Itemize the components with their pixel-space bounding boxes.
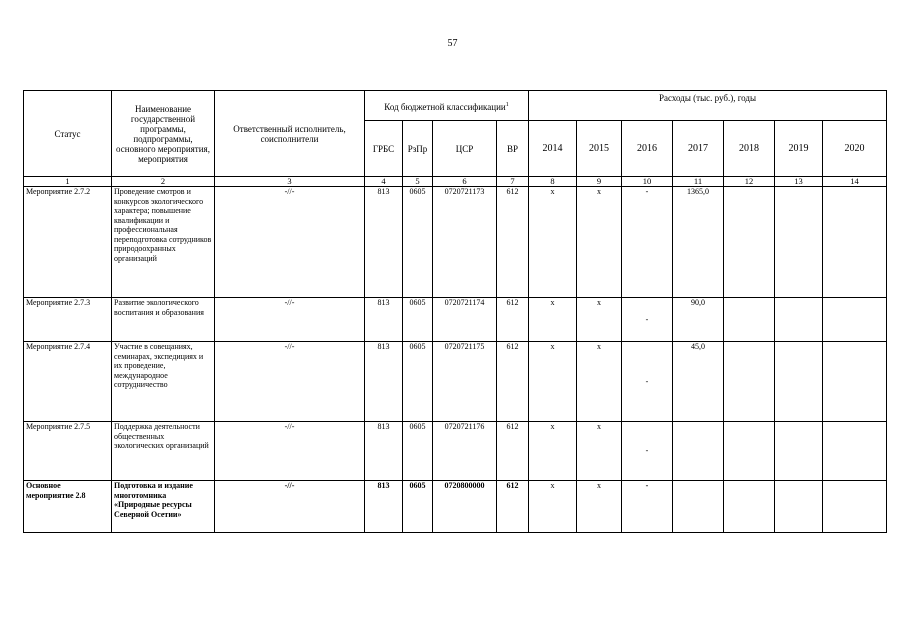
- row-executor: -//-: [215, 422, 365, 481]
- column-number: 13: [775, 177, 823, 187]
- row-csr: 0720800000: [433, 481, 497, 533]
- header-year: 2020: [823, 121, 887, 177]
- header-status: Статус: [24, 91, 112, 177]
- row-status: Мероприятие 2.7.4: [24, 342, 112, 422]
- row-y2015: х: [577, 481, 622, 533]
- row-vr: 612: [497, 422, 529, 481]
- row-rzpr: 0605: [403, 422, 433, 481]
- header-year: 2017: [673, 121, 724, 177]
- column-number: 6: [433, 177, 497, 187]
- row-y2017: 1365,0: [673, 187, 724, 298]
- row-y2018: [724, 342, 775, 422]
- row-y2014: х: [529, 422, 577, 481]
- budget-table: [23, 90, 887, 533]
- row-y2014: х: [529, 187, 577, 298]
- column-number: 2: [112, 177, 215, 187]
- row-y2016: -: [622, 481, 673, 533]
- row-rzpr: 0605: [403, 298, 433, 342]
- row-name: Участие в совещаниях, семинарах, экспедициях и их проведение, международное сотрудничество: [112, 342, 215, 422]
- row-csr: 0720721175: [433, 342, 497, 422]
- row-grbs: 813: [365, 422, 403, 481]
- row-y2014: х: [529, 298, 577, 342]
- header-expenses: Расходы (тыс. руб.), годы: [529, 91, 887, 121]
- row-name: Проведение смотров и конкурсов экологического характера; повышение квалификации и профессиональная переподготовка сотрудников природоохранных организаций: [112, 187, 215, 298]
- header-year: 2016: [622, 121, 673, 177]
- row-vr: 612: [497, 298, 529, 342]
- header-year: 2015: [577, 121, 622, 177]
- row-y2019: [775, 187, 823, 298]
- column-number: 9: [577, 177, 622, 187]
- table-row: [24, 298, 887, 342]
- column-number: 12: [724, 177, 775, 187]
- row-y2018: [724, 481, 775, 533]
- row-y2016: -: [622, 298, 673, 342]
- row-csr: 0720721176: [433, 422, 497, 481]
- header-vr: ВР: [497, 121, 529, 177]
- row-vr: 612: [497, 187, 529, 298]
- row-y2016: -: [622, 422, 673, 481]
- row-y2015: х: [577, 342, 622, 422]
- column-number: 14: [823, 177, 887, 187]
- row-executor: -//-: [215, 481, 365, 533]
- row-y2019: [775, 298, 823, 342]
- row-executor: -//-: [215, 342, 365, 422]
- row-grbs: 813: [365, 187, 403, 298]
- row-y2017: 45,0: [673, 342, 724, 422]
- row-y2020: [823, 298, 887, 342]
- row-executor: -//-: [215, 187, 365, 298]
- header-year: 2014: [529, 121, 577, 177]
- row-y2016: -: [622, 342, 673, 422]
- column-number: 11: [673, 177, 724, 187]
- row-y2016: -: [622, 187, 673, 298]
- row-y2019: [775, 422, 823, 481]
- column-number: 4: [365, 177, 403, 187]
- header-row-1: [24, 91, 887, 121]
- header-name: Наименование государственной программы, подпрограммы, основного мероприятия, мероприятия: [112, 91, 215, 177]
- row-y2018: [724, 422, 775, 481]
- row-status: Мероприятие 2.7.5: [24, 422, 112, 481]
- column-number: 8: [529, 177, 577, 187]
- row-csr: 0720721173: [433, 187, 497, 298]
- row-y2020: [823, 187, 887, 298]
- column-number: 1: [24, 177, 112, 187]
- row-y2018: [724, 298, 775, 342]
- row-status: Мероприятие 2.7.3: [24, 298, 112, 342]
- table-row: [24, 342, 887, 422]
- row-rzpr: 0605: [403, 342, 433, 422]
- row-y2020: [823, 422, 887, 481]
- row-executor: -//-: [215, 298, 365, 342]
- table-row: [24, 187, 887, 298]
- row-y2014: х: [529, 481, 577, 533]
- row-y2015: х: [577, 298, 622, 342]
- column-number-row: [24, 177, 887, 187]
- row-grbs: 813: [365, 481, 403, 533]
- column-number: 5: [403, 177, 433, 187]
- header-year: 2019: [775, 121, 823, 177]
- row-rzpr: 0605: [403, 187, 433, 298]
- row-y2019: [775, 481, 823, 533]
- row-status: Основное мероприятие 2.8: [24, 481, 112, 533]
- table-row: [24, 422, 887, 481]
- row-y2017: [673, 422, 724, 481]
- row-grbs: 813: [365, 298, 403, 342]
- row-csr: 0720721174: [433, 298, 497, 342]
- row-grbs: 813: [365, 342, 403, 422]
- row-vr: 612: [497, 481, 529, 533]
- header-rzpr: РзПр: [403, 121, 433, 177]
- column-number: 10: [622, 177, 673, 187]
- row-vr: 612: [497, 342, 529, 422]
- row-name: Подготовка и издание многотомника «Природные ресурсы Северной Осетии»: [112, 481, 215, 533]
- header-csr: ЦСР: [433, 121, 497, 177]
- row-y2014: х: [529, 342, 577, 422]
- column-number: 3: [215, 177, 365, 187]
- row-y2015: х: [577, 187, 622, 298]
- row-rzpr: 0605: [403, 481, 433, 533]
- row-y2017: 90,0: [673, 298, 724, 342]
- header-grbs: ГРБС: [365, 121, 403, 177]
- row-y2017: [673, 481, 724, 533]
- header-executor: Ответственный исполнитель, соисполнители: [215, 91, 365, 177]
- row-y2020: [823, 342, 887, 422]
- row-y2018: [724, 187, 775, 298]
- header-year: 2018: [724, 121, 775, 177]
- row-name: Развитие экологического воспитания и образования: [112, 298, 215, 342]
- row-y2015: х: [577, 422, 622, 481]
- row-status: Мероприятие 2.7.2: [24, 187, 112, 298]
- row-name: Поддержка деятельности общественных экологических организаций: [112, 422, 215, 481]
- row-y2020: [823, 481, 887, 533]
- page-number: 57: [447, 38, 458, 49]
- column-number: 7: [497, 177, 529, 187]
- row-y2019: [775, 342, 823, 422]
- header-budget-code: Код бюджетной классификации$^1$: [365, 91, 529, 121]
- table-row: [24, 481, 887, 533]
